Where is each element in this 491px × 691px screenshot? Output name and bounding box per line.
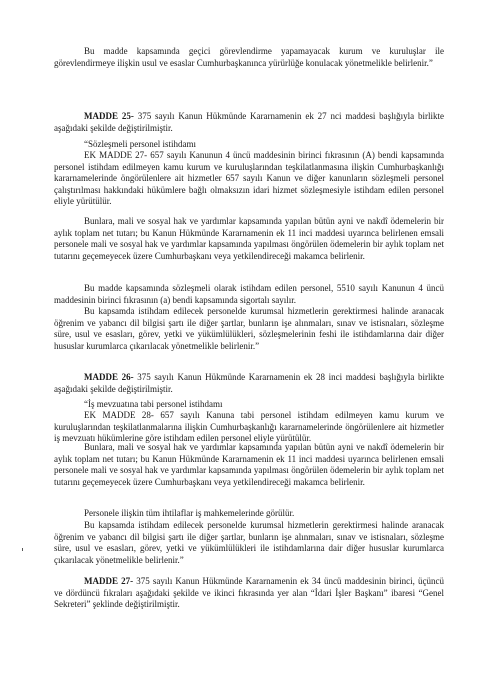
article-25-intro: 375 sayılı Kanun Hükmünde Kararnamenin ek 27 nci maddesi başlığıyla birlikte aşağıdaki şekilde değiştirilmiştir. xyxy=(54,111,445,133)
margin-mark xyxy=(22,548,23,551)
article-26-intro: 375 sayılı Kanun Hükmünde Kararnamenin ek 28 inci maddesi başlığıyla birlikte aşağıdaki şekilde değiştirilmiştir. xyxy=(54,372,444,394)
article-26-disputes: Personele ilişkin tüm ihtilaflar iş mahkemelerinde görülür. xyxy=(84,508,295,518)
article-25-benefits: Bunlara, mali ve sosyal hak ve yardımlar kapsamında yapılan bütün ayni ve nakdî ödemelerin bir aylık toplam net tutarı; bu Kanun Hükmünde Kararnamenin ek 11 inci maddesi uyarınca belirlenen emsali personele mali ve sosyal hak ve yardımlar kapsamında yapılması öngörülen ödemelerin bir aylık toplam net tutarını geçemeyecek üzere Cumhurbaşkanı veya yetkilendireceği makamca belirlenir. xyxy=(54,216,444,261)
article-25-heading-paragraph xyxy=(54,111,444,134)
article-25-ek-madde-27: EK MADDE 27- 657 sayılı Kanunun 4 üncü maddesinin birinci fıkrasının (A) bendi kapsamında personel istihdam edilmeyen kamu kurum ve kuruluşlarından teşkilatlanmasına ilişkin Cumhurbaşkanlığı kararnamelerinde öngörülenlere ait hizmetler 657 sayılı Kanun ve diğer kanunların sözleşmeli personel çalıştırılması hakkındaki hükümlere bağlı olmaksızın idari hizmet sözleşmesiyle istihdam edilen personel eliyle yürütülür. xyxy=(54,150,444,206)
article-26-ek-madde-28: EK MADDE 28- 657 sayılı Kanuna tabi personel istihdam edilmeyen kamu kurum ve kuruluşlarından teşkilatlanmalarına ilişkin Cumhurbaşkanlığı kararnamelerinde öngörülenlere ait hizmetler iş mevzuatı hükümlerine göre istihdam edilen personel eliyle yürütülür. xyxy=(54,410,444,443)
article-25-title: MADDE 25- xyxy=(84,111,134,121)
article-26-regulation: Bu kapsamda istihdam edilecek personelde kurumsal hizmetlerin gerektirmesi halinde aranacak öğrenim ve yabancı dil bilgisi şartı ile diğer şartlar, bunların işe alınmaları, sınav ve istisnaları, sözleşme süre, usul ve esasları, görev, yetki ve yükümlülükleri ile istihdamlarına dair diğer hususlar kurumlarca çıkarılacak yönetmelikle belirlenir.” xyxy=(54,520,444,565)
article-25-quote-title: “Sözleşmeli personel istihdamı xyxy=(84,139,196,149)
article-25-regulation: Bu kapsamda istihdam edilecek personelde kurumsal hizmetlerin gerektirmesi halinde aranacak öğrenim ve yabancı dil bilgisi şartı ile diğer şartlar, bunların işe alınmaları, sınav ve istisnaları, sözleşme süre, usul ve esasları, görev, yetki ve yükümlülükleri, sözleşmelerinin feshi ile istihdamlarına dair diğer hususlar kurumlarca çıkarılacak yönetmelikle belirlenir.” xyxy=(54,306,444,351)
article-26-benefits: Bunlara, mali ve sosyal hak ve yardımlar kapsamında yapılan bütün ayni ve nakdî ödemelerin bir aylık toplam net tutarı; bu Kanun Hükmünde Kararnamenin ek 11 inci maddesi uyarınca belirlenen emsali personele mali ve sosyal hak ve yardımlar kapsamında yapılması öngörülen ödemelerin bir aylık toplam net tutarını geçemeyecek üzere Cumhurbaşkanı veya yetkilendireceği makamca belirlenir. xyxy=(54,442,444,487)
article-27-title: MADDE 27- xyxy=(84,576,134,586)
article-26-heading-paragraph xyxy=(54,372,444,395)
article-26-quote-title: “İş mevzuatına tabi personel istihdamı xyxy=(84,399,223,409)
article-26-title: MADDE 26- xyxy=(84,372,134,382)
article-27-heading-paragraph xyxy=(54,576,444,611)
paragraph-intro-continuation: Bu madde kapsamında geçici görevlendirme yapamayacak kurum ve kuruluşlar ile görevlendirmeye ilişkin usul ve esaslar Cumhurbaşkanınca yürürlüğe konulacak yönetmelikle belirlenir.” xyxy=(54,46,444,68)
article-25-insurance: Bu madde kapsamında sözleşmeli olarak istihdam edilen personel, 5510 sayılı Kanunun 4 üncü maddesinin birinci fıkrasının (a) bendi kapsamında sigortalı sayılır. xyxy=(54,283,444,305)
article-27-intro: 375 sayılı Kanun Hükmünde Kararnamenin ek 34 üncü maddesinin birinci, üçüncü ve dördüncü fıkraları aşağıdaki şekilde ve ikinci fıkrasında yer alan “İdari İşler Başkanı” ibaresi “Genel Sekreteri” şeklinde değiştirilmiştir. xyxy=(54,576,444,609)
